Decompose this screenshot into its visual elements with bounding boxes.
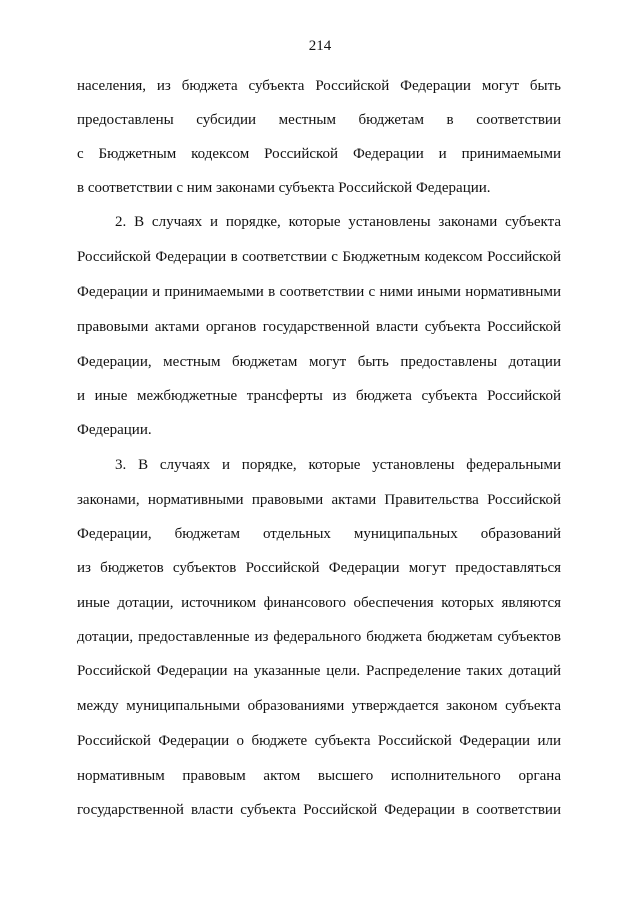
paragraph-3-first-line: 3. В случаях и порядке, которые установлены федеральными (115, 457, 561, 473)
text-line: правовыми актами органов государственной власти субъекта Российской (77, 319, 561, 335)
text-line: иные дотации, источником финансового обеспечения которых являются (77, 595, 561, 611)
text-line: в соответствии с ним законами субъекта Российской Федерации. (77, 180, 491, 196)
page-number: 214 (308, 38, 332, 54)
text-line: Федерации и принимаемыми в соответствии с ними иными нормативными (77, 284, 561, 300)
text-line: Российской Федерации о бюджете субъекта Российской Федерации или (77, 733, 561, 749)
text-line: Федерации, местным бюджетам могут быть предоставлены дотации (77, 354, 561, 370)
text-line: между муниципальными образованиями утверждается законом субъекта (77, 698, 561, 714)
text-line: и иные межбюджетные трансферты из бюджета субъекта Российской (77, 388, 561, 404)
text-line: государственной власти субъекта Российской Федерации в соответствии (77, 802, 561, 818)
text-line: предоставлены субсидии местным бюджетам в соответствии (77, 112, 561, 128)
text-line: с Бюджетным кодексом Российской Федерации и принимаемыми (77, 146, 561, 162)
text-line: дотации, предоставленные из федерального бюджета бюджетам субъектов (77, 629, 561, 645)
text-line: Федерации, бюджетам отдельных муниципальных образований (77, 526, 561, 542)
text-line: из бюджетов субъектов Российской Федерации могут предоставляться (77, 560, 561, 576)
text-line: Российской Федерации в соответствии с Бюджетным кодексом Российской (77, 249, 561, 265)
text-line: нормативным правовым актом высшего исполнительного органа (77, 768, 561, 784)
text-line: населения, из бюджета субъекта Российской Федерации могут быть (77, 78, 561, 94)
text-line: Федерации. (77, 422, 152, 438)
text-line: законами, нормативными правовыми актами Правительства Российской (77, 492, 561, 508)
text-line: Российской Федерации на указанные цели. Распределение таких дотаций (77, 663, 561, 679)
paragraph-2-first-line: 2. В случаях и порядке, которые установлены законами субъекта (115, 214, 561, 230)
